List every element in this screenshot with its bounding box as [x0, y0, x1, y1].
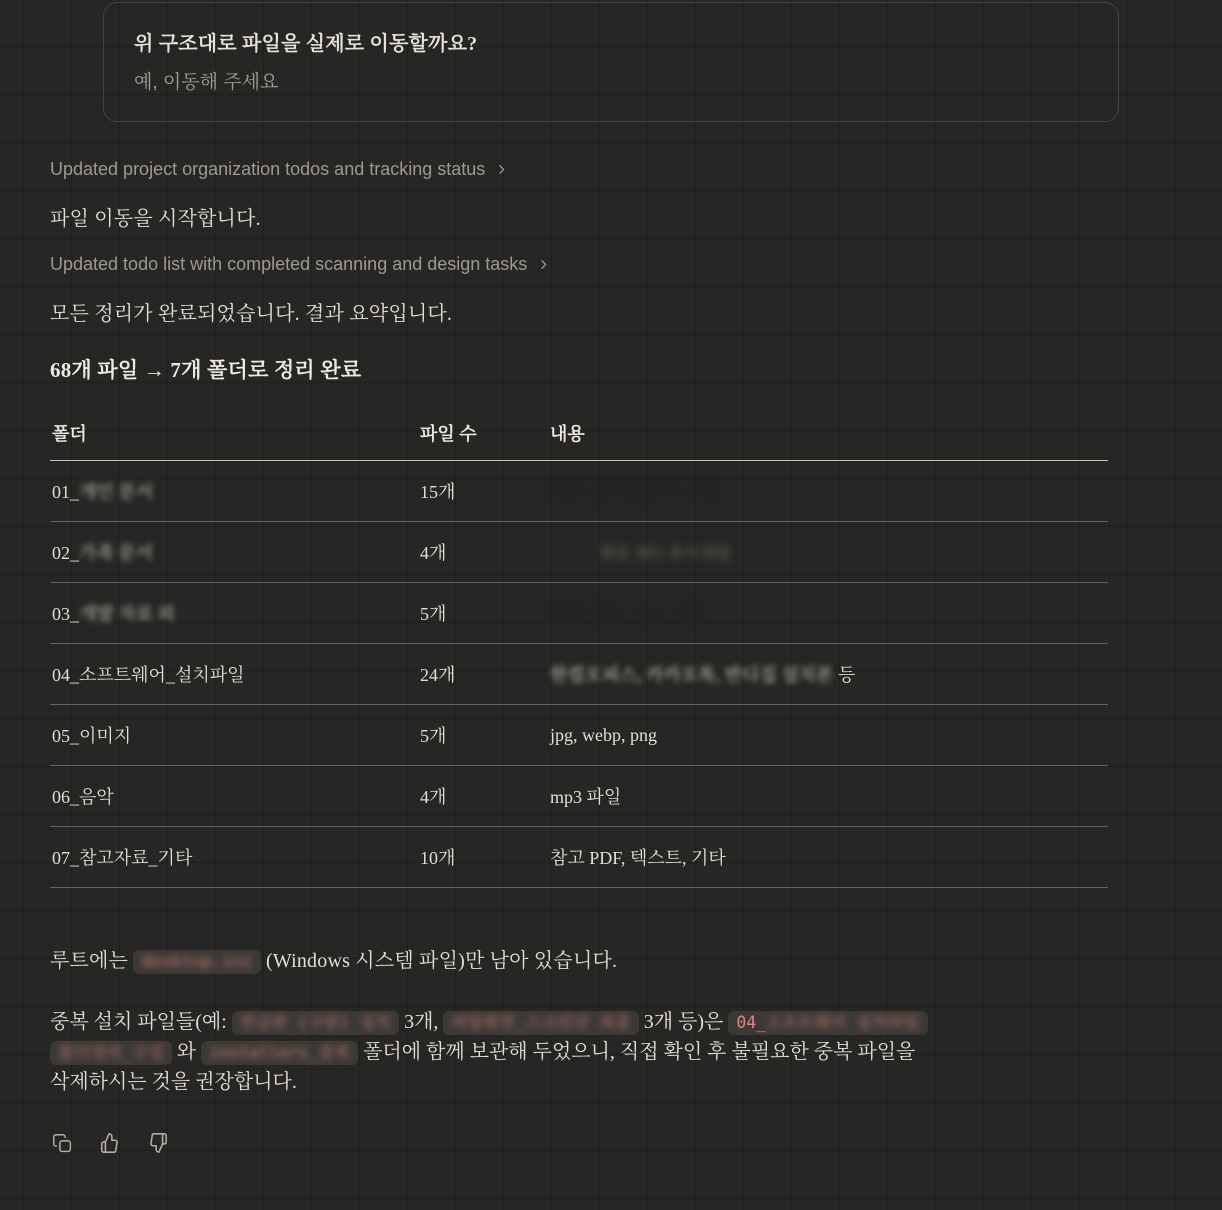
file-count-cell: 4개: [420, 543, 447, 563]
folder-name: 05_이미지: [52, 726, 132, 746]
inline-code-redacted: 폴더정리_구성: [58, 1043, 164, 1062]
user-message-bubble: [103, 2, 1119, 122]
dup-note-text: 3개,: [399, 1011, 444, 1033]
chevron-right-icon: [495, 163, 508, 176]
thumbs-up-button[interactable]: [99, 1132, 121, 1154]
root-note-pre: 루트에는: [50, 950, 134, 972]
table-header-content: 내용: [550, 424, 585, 444]
table-row: [50, 644, 1108, 705]
thumbs-down-icon: [147, 1132, 169, 1154]
message-actions: [52, 1132, 169, 1154]
summary-heading: 68개 파일 → 7개 폴더로 정리 완료: [50, 358, 362, 382]
file-count-cell: 4개: [420, 787, 447, 807]
inline-code-chip: [201, 1041, 358, 1065]
folder-name: 04_소프트웨어_설치파일: [52, 665, 245, 685]
folder-name-cell: [50, 539, 420, 565]
content-cell: [550, 600, 1108, 626]
dup-note-text: 삭제하시는 것을 권장합니다.: [50, 1071, 297, 1093]
table-row: [50, 705, 1108, 766]
content-cell: [550, 783, 1108, 809]
inline-code-redacted: 한글판 (구판) 설치: [239, 1013, 392, 1032]
user-message-question: 위 구조대로 파일을 실제로 이동할까요?: [134, 33, 478, 55]
folder-name-redacted: 가족 문서: [79, 543, 154, 563]
inline-code-redacted: 바탕화면_스크린샷 최종: [451, 1013, 631, 1032]
duplicate-note-paragraph: [50, 1007, 928, 1097]
thumbs-down-button[interactable]: [147, 1132, 169, 1154]
tool-event-label: Updated project organization todos and tracking status: [50, 159, 486, 179]
folder-name-redacted: 개인 문서: [79, 482, 154, 502]
content-redacted: 압축 파일, 코드 자료: [550, 604, 708, 624]
folder-name-cell: [50, 783, 420, 809]
content-redacted: 한컴오피스, 카카오톡, 반디집 설치본: [550, 665, 834, 685]
content-cell: [550, 542, 1108, 563]
table-row: [50, 766, 1108, 827]
duplicate-note-line-3: [50, 1067, 928, 1097]
inline-code-visible: 04_: [736, 1013, 767, 1032]
file-count-cell: 24개: [420, 665, 456, 685]
dup-note-text: 3개 등)은: [638, 1011, 729, 1033]
tool-event-row-2[interactable]: [50, 254, 550, 275]
inline-code-chip: [50, 1041, 172, 1065]
content-cell: [550, 725, 1108, 746]
folder-name-cell: [50, 600, 420, 626]
duplicate-note-line-1: [50, 1007, 928, 1037]
folder-name-redacted: 개발 자료 외: [79, 604, 175, 624]
table-header-folder: 폴더: [52, 424, 87, 444]
content-text: 참고 PDF, 텍스트, 기타: [550, 848, 726, 868]
content-text: mp3 파일: [550, 787, 622, 807]
inline-code-redacted: 소프트웨어 설치파일: [766, 1013, 920, 1032]
folder-name-cell: [50, 478, 420, 504]
table-row: [50, 827, 1108, 888]
user-message-reply: 예, 이동해 주세요: [134, 72, 279, 93]
inline-code-redacted: installers_중복: [208, 1043, 351, 1062]
duplicate-note-line-2: [50, 1037, 928, 1067]
inline-code-chip: [443, 1011, 638, 1035]
table-header-row: [50, 415, 1108, 461]
folder-name-cell: [50, 661, 420, 687]
file-count-cell: 15개: [420, 482, 456, 502]
copy-button[interactable]: [52, 1133, 73, 1154]
inline-code-chip: [728, 1011, 927, 1035]
content-text: 등: [833, 665, 856, 685]
content-text: jpg, webp, png: [550, 724, 657, 745]
inline-code-chip: [133, 950, 260, 974]
content-cell: [550, 844, 1108, 870]
content-redacted: 한글, 워드 문서 파일: [600, 545, 731, 562]
folder-name: 01_: [52, 482, 79, 502]
folder-name: 02_: [52, 543, 79, 563]
table-header-count: 파일 수: [420, 424, 477, 444]
file-count-cell: 5개: [420, 726, 447, 746]
dup-note-text: 폴더에 함께 보관해 두었으니, 직접 확인 후 불필요한 중복 파일을: [358, 1041, 916, 1063]
dup-note-text: 와: [171, 1041, 201, 1063]
chevron-right-icon: [537, 258, 550, 271]
tool-event-label: Updated todo list with completed scanning and design tasks: [50, 254, 528, 274]
dup-note-text: 중복 설치 파일들(예:: [50, 1011, 232, 1033]
content-cell: [550, 661, 1108, 687]
folder-name: 07_참고자료_기타: [52, 848, 193, 868]
root-note-post: (Windows 시스템 파일)만 남아 있습니다.: [260, 950, 618, 972]
assistant-completion-text: 모든 정리가 완료되었습니다. 결과 요약입니다.: [50, 303, 453, 325]
file-count-cell: 5개: [420, 604, 447, 624]
table-row: [50, 461, 1108, 522]
assistant-intro-text: 파일 이동을 시작합니다.: [50, 208, 261, 230]
file-count-cell: 10개: [420, 848, 456, 868]
thumbs-up-icon: [99, 1132, 121, 1154]
results-table: [50, 415, 1108, 888]
folder-name: 03_: [52, 604, 79, 624]
folder-name: 06_음악: [52, 787, 114, 807]
tool-event-row-1[interactable]: [50, 159, 508, 180]
folder-name-cell: [50, 722, 420, 748]
content-redacted: 개인 업무용 문서 모음: [550, 482, 720, 502]
table-row: [50, 522, 1108, 583]
inline-code-redacted: desktop.ini: [141, 952, 253, 971]
copy-icon: [52, 1133, 73, 1154]
inline-code-chip: [232, 1011, 399, 1035]
folder-name-cell: [50, 844, 420, 870]
content-cell: [550, 478, 1108, 504]
root-note-paragraph: [50, 944, 617, 973]
table-row: [50, 583, 1108, 644]
